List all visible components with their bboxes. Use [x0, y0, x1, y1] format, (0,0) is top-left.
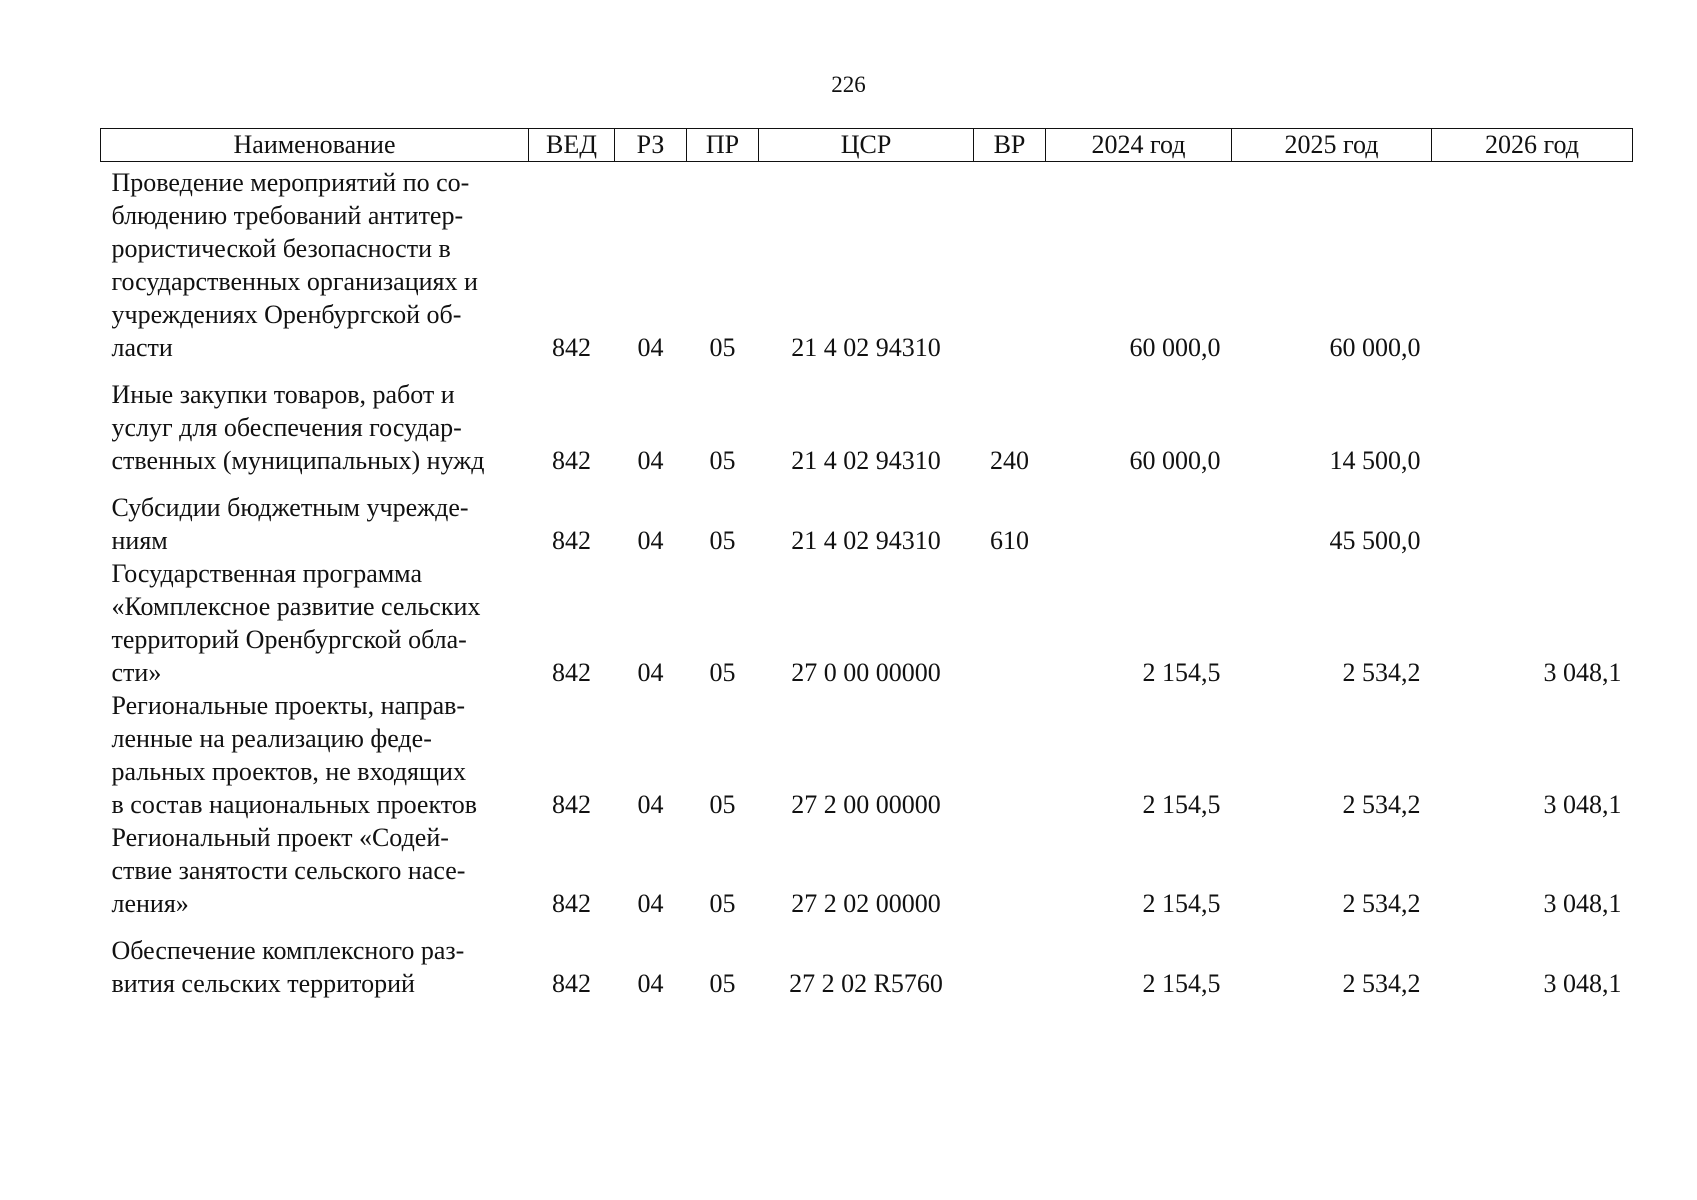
cell-name	[101, 557, 529, 689]
cell-vr	[974, 934, 1046, 1000]
name-line: ниям	[111, 526, 168, 555]
name-line: Субсидии бюджетным учрежде-	[111, 493, 469, 522]
name-line: ласти	[111, 333, 173, 362]
cell-ved: 842	[552, 446, 591, 475]
page-number: 226	[831, 72, 866, 97]
table-body	[101, 162, 1633, 1001]
budget-table	[100, 128, 1633, 1000]
cell-rz: 04	[637, 446, 664, 475]
cell-2025: 2 534,2	[1342, 969, 1421, 998]
header-rz: РЗ	[615, 129, 687, 162]
table-header-row	[101, 129, 1633, 162]
cell-ved: 842	[552, 969, 591, 998]
cell-csr: 21 4 02 94310	[791, 526, 941, 555]
cell-rz: 04	[637, 658, 664, 687]
cell-name	[101, 491, 529, 557]
name-line: в состав национальных проектов	[111, 790, 478, 819]
name-line: учреждениях Оренбургской об-	[111, 300, 462, 329]
cell-csr: 27 2 02 00000	[791, 889, 941, 918]
cell-2026: 3 048,1	[1543, 790, 1622, 819]
header-pr: ПР	[687, 129, 759, 162]
cell-name	[101, 821, 529, 934]
name-line: блюдению требований антитер-	[111, 201, 464, 230]
table-row	[101, 689, 1633, 821]
cell-ved: 842	[552, 526, 591, 555]
cell-ved: 842	[552, 658, 591, 687]
cell-name	[101, 378, 529, 491]
cell-2025: 45 500,0	[1329, 526, 1421, 555]
name-line: ления»	[111, 889, 189, 918]
cell-vr: 610	[990, 526, 1029, 555]
cell-pr: 05	[709, 790, 736, 819]
cell-2024: 2 154,5	[1142, 889, 1221, 918]
cell-2025: 60 000,0	[1329, 333, 1421, 362]
name-line: ствие занятости сельского насе-	[111, 856, 466, 885]
table-row	[101, 821, 1633, 934]
cell-2024: 60 000,0	[1129, 446, 1221, 475]
cell-csr: 21 4 02 94310	[791, 333, 941, 362]
name-line: ленные на реализацию феде-	[111, 724, 432, 753]
cell-pr: 05	[709, 889, 736, 918]
cell-rz: 04	[637, 790, 664, 819]
header-vr: ВР	[974, 129, 1046, 162]
cell-pr: 05	[709, 969, 736, 998]
cell-2025: 14 500,0	[1329, 446, 1421, 475]
cell-rz: 04	[637, 969, 664, 998]
cell-rz: 04	[637, 526, 664, 555]
cell-ved: 842	[552, 333, 591, 362]
cell-csr: 21 4 02 94310	[791, 446, 941, 475]
table-row	[101, 557, 1633, 689]
cell-2024	[1046, 491, 1232, 557]
cell-pr: 05	[709, 333, 736, 362]
cell-name	[101, 689, 529, 821]
name-line: ральных проектов, не входящих	[111, 757, 466, 786]
name-line: ственных (муниципальных) нужд	[111, 446, 485, 475]
cell-2026	[1432, 162, 1633, 379]
cell-2024: 2 154,5	[1142, 969, 1221, 998]
cell-2026: 3 048,1	[1543, 658, 1622, 687]
table-row	[101, 934, 1633, 1000]
cell-2024: 2 154,5	[1142, 790, 1221, 819]
cell-2024: 60 000,0	[1129, 333, 1221, 362]
cell-ved: 842	[552, 889, 591, 918]
cell-vr	[974, 821, 1046, 934]
cell-2026: 3 048,1	[1543, 969, 1622, 998]
table-row	[101, 378, 1633, 491]
cell-pr: 05	[709, 526, 736, 555]
cell-csr: 27 0 00 00000	[791, 658, 941, 687]
name-line: территорий Оренбургской обла-	[111, 625, 467, 654]
header-ved: ВЕД	[529, 129, 615, 162]
cell-2026	[1432, 491, 1633, 557]
header-csr: ЦСР	[759, 129, 974, 162]
name-line: Государственная программа	[111, 559, 423, 588]
name-line: вития сельских территорий	[111, 969, 415, 998]
cell-rz: 04	[637, 889, 664, 918]
name-line: Обеспечение комплексного раз-	[111, 936, 465, 965]
cell-ved: 842	[552, 790, 591, 819]
cell-name	[101, 934, 529, 1000]
cell-vr	[974, 557, 1046, 689]
cell-pr: 05	[709, 446, 736, 475]
cell-2024: 2 154,5	[1142, 658, 1221, 687]
cell-pr: 05	[709, 658, 736, 687]
table-row	[101, 491, 1633, 557]
cell-csr: 27 2 02 R5760	[789, 969, 943, 998]
cell-rz: 04	[637, 333, 664, 362]
cell-csr: 27 2 00 00000	[791, 790, 941, 819]
cell-2025: 2 534,2	[1342, 889, 1421, 918]
header-2026: 2026 год	[1432, 129, 1633, 162]
header-name: Наименование	[101, 129, 529, 162]
cell-2025: 2 534,2	[1342, 790, 1421, 819]
name-line: Региональный проект «Содей-	[111, 823, 449, 852]
cell-2025: 2 534,2	[1342, 658, 1421, 687]
name-line: сти»	[111, 658, 162, 687]
cell-name	[101, 162, 529, 379]
cell-2026: 3 048,1	[1543, 889, 1622, 918]
cell-2026	[1432, 378, 1633, 491]
name-line: государственных организациях и	[111, 267, 478, 296]
header-2024: 2024 год	[1046, 129, 1232, 162]
name-line: Региональные проекты, направ-	[111, 691, 466, 720]
cell-vr: 240	[990, 446, 1029, 475]
table-row	[101, 162, 1633, 379]
name-line: рористической безопасности в	[111, 234, 451, 263]
cell-vr	[974, 689, 1046, 821]
cell-vr	[974, 162, 1046, 379]
name-line: услуг для обеспечения государ-	[111, 413, 462, 442]
name-line: Иные закупки товаров, работ и	[111, 380, 455, 409]
name-line: Проведение мероприятий по со-	[111, 168, 470, 197]
header-2025: 2025 год	[1232, 129, 1432, 162]
name-line: «Комплексное развитие сельских	[111, 592, 481, 621]
